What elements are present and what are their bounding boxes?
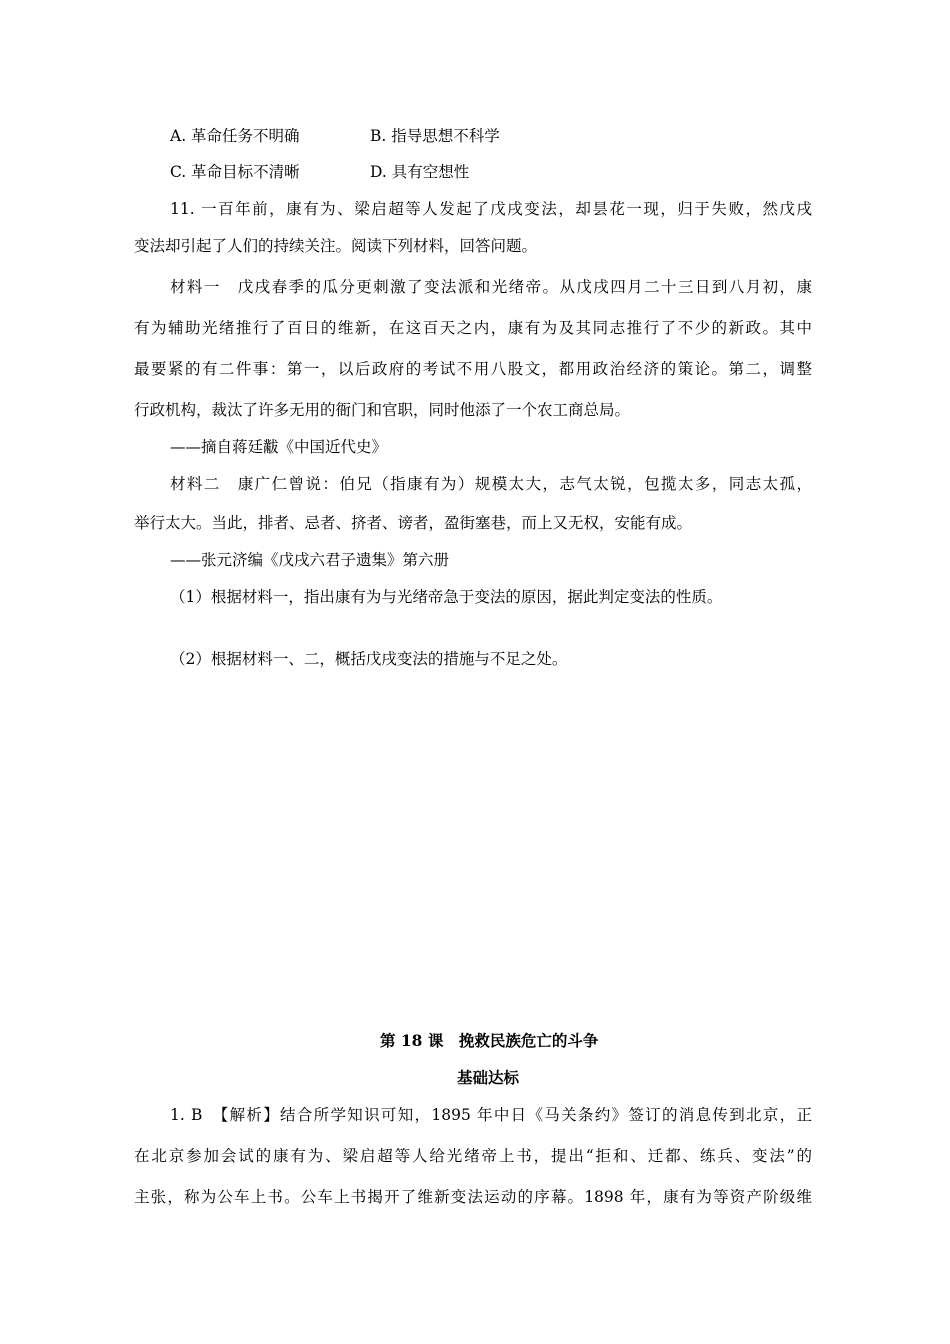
answer1-line3: 主张，称为公车上书。公车上书揭开了维新变法运动的序幕。1898 年，康有为等资产阶级维 [134,1188,812,1206]
material1-line3: 最要紧的有二件事：第一，以后政府的考试不用八股文，都用政治经济的策论。第二，调整 [134,360,812,378]
material2-line1: 材料二 康广仁曾说：伯兄（指康有为）规模太大，志气太锐，包揽太多，同志太孤， [170,475,812,493]
material2-source: ——张元济编《戊戌六君子遗集》第六册 [170,551,450,569]
option-c: C. 革命目标不清晰 [170,163,300,181]
subquestion-2: （2）根据材料一、二，概括戊戌变法的措施与不足之处。 [170,650,568,668]
answer1-line1: 1. B 【解析】结合所学知识可知，1895 年中日《马关条约》签订的消息传到北京，正 [170,1106,812,1124]
option-a: A. 革命任务不明确 [170,127,300,145]
subquestion-1: （1）根据材料一，指出康有为与光绪帝急于变法的原因，据此判定变法的性质。 [170,588,723,606]
q11-stem-line1: 11. 一百年前，康有为、梁启超等人发起了戊戌变法，却昙花一现，归于失败，然戊戌 [170,200,812,218]
material2-line2: 举行太大。当此，排者、忌者、挤者、谤者，盈街塞巷，而上又无权，安能有成。 [134,514,693,532]
material1-line4: 行政机构，裁汰了许多无用的衙门和官职，同时他添了一个农工商总局。 [134,401,631,419]
answer1-line2: 在北京参加会试的康有为、梁启超等人给光绪帝上书，提出“拒和、迁都、练兵、变法”的 [134,1147,812,1165]
material1-line1: 材料一 戊戌春季的瓜分更刺激了变法派和光绪帝。从戊戌四月二十三日到八月初，康 [170,278,812,296]
section-title: 基础达标 [457,1068,520,1087]
option-d: D. 具有空想性 [370,163,470,181]
lesson-title: 第 18 课 挽救民族危亡的斗争 [380,1031,599,1050]
option-b: B. 指导思想不科学 [370,127,500,145]
material1-line2: 有为辅助光绪推行了百日的维新，在这百天之内，康有为及其同志推行了不少的新政。其中 [134,319,812,337]
material1-source: ——摘自蒋廷黻《中国近代史》 [170,438,388,456]
q11-stem-line2: 变法却引起了人们的持续关注。阅读下列材料，回答问题。 [134,237,538,255]
